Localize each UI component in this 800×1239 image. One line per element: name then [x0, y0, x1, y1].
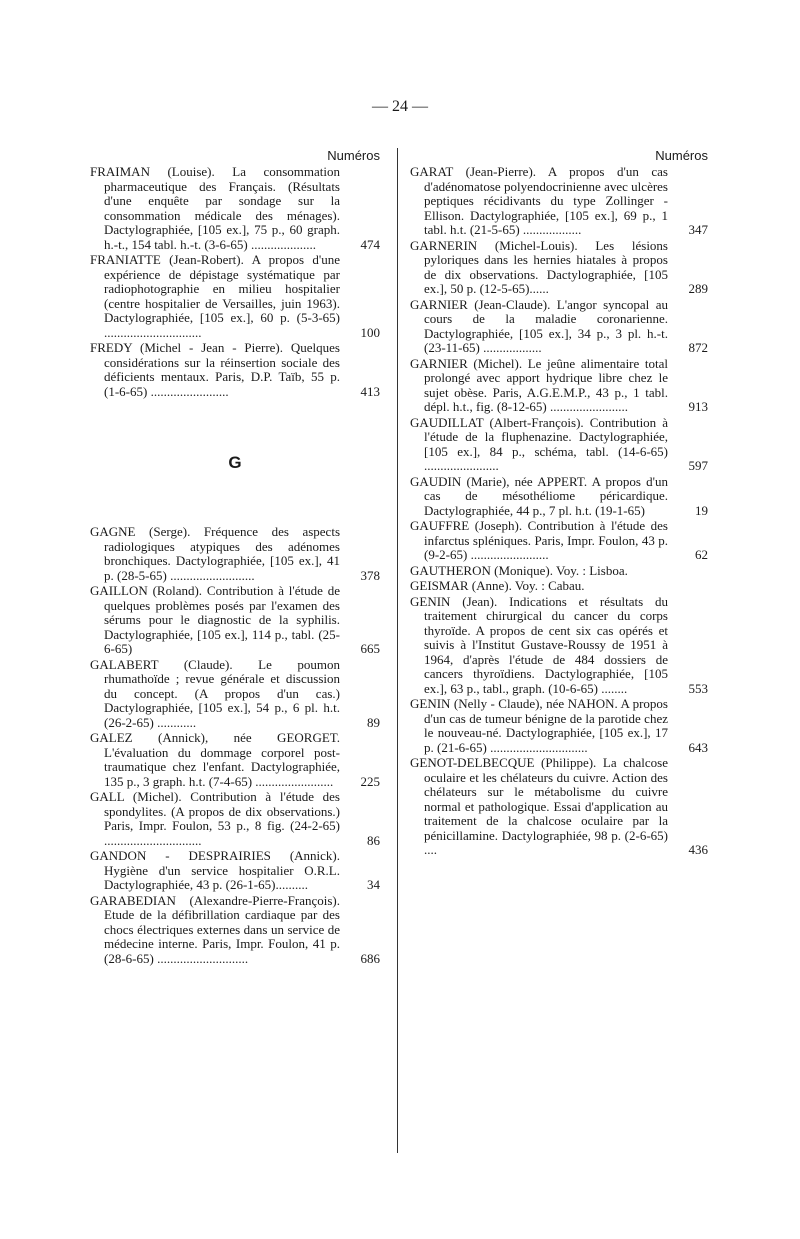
index-entry — [410, 519, 708, 563]
entry-author: GALEZ (Annick), née GEORGET. — [90, 730, 340, 745]
entry-author: FREDY (Michel - Jean - Pierre). — [90, 340, 284, 355]
entry-body — [410, 697, 668, 755]
entry-text: L'évaluation du dommage corporel post-traumatique chez l'enfant. Dactylographiée, 135 p., 3 graph. h.t. (7-4-65) ........................ — [104, 744, 340, 789]
left-column — [90, 147, 380, 967]
entry-text: Contribution à l'étude des infarctus spléniques. Paris, Impr. Foulon, 43 p. (9-2-65) ........................ — [424, 518, 668, 562]
entry-text: Le poumon rhumathoïde ; revue générale et discussion du concept. (A propos d'un cas.) Dactylographiée, [105 ex.], 54 p., 6 pl. h.t. (26-2-65) ............ — [104, 656, 341, 730]
entry-number: 913 — [688, 399, 708, 414]
entry-text: Les lésions pyloriques dans les hernies hiatales à propos de dix observations. Dactylographiée, [105 ex.], 50 p. (12-5-65)...... — [424, 237, 668, 296]
entry-body — [90, 525, 340, 583]
entry-text: Le jeûne alimentaire total prolongé avec apport hydrique libre chez le sujet obèse. Paris, A.G.E.M.P., 43 p., 1 tabl. dépl. h.t., fig. (8-12-65) ........................ — [424, 355, 668, 414]
index-entry — [410, 475, 708, 519]
entry-author: GALL (Michel). — [90, 789, 182, 804]
index-entry — [90, 894, 380, 967]
page-number: — 24 — — [372, 98, 428, 115]
entry-body — [410, 357, 668, 415]
index-entry — [410, 756, 708, 858]
entry-text: Voy. : Lisboa. — [556, 562, 628, 578]
index-entry — [410, 165, 708, 238]
column-header: Numéros — [655, 148, 708, 163]
entry-body — [410, 519, 668, 563]
entry-number: 100 — [360, 324, 380, 340]
index-entry — [90, 253, 380, 340]
entry-body — [90, 658, 340, 731]
entry-body — [90, 584, 340, 657]
entry-number: 553 — [688, 680, 708, 696]
entry-number: 665 — [360, 641, 380, 656]
entry-author: GAUTHERON (Monique). — [410, 562, 553, 578]
entry-text: Hygiène d'un service hospitalier O.R.L. Dactylographiée, 43 p. (26-1-65).......... — [104, 862, 340, 892]
entry-text: A propos d'une expérience de dépistage systématique par radiophotographie en milieu hospitalier (centre hospitalier de Versailles, juin 1963). Dactylographiée, [105 ex.], 60 p. (5-3-65) .............................. — [104, 252, 340, 340]
entry-body — [90, 849, 340, 893]
index-entry — [410, 697, 708, 755]
entry-author: GARNERIN (Michel-Louis). — [410, 237, 578, 253]
entry-author: GARABEDIAN (Alexandre-Pierre-François). — [90, 892, 340, 908]
entry-text: Contribution à l'étude de quelques problèmes posés par l'examen des sérums pour le diagnostic de la syphilis. Dactylographiée, [105 ex.], 114 p., tabl. (25-6-65) — [104, 583, 341, 656]
entry-author: FRANIATTE (Jean-Robert). — [90, 252, 244, 267]
entry-text: La consommation pharmaceutique des Français. (Résultats d'une enquête par sondage sur la consommation médicale des ménages). Dactylographiée, [105 ex.], 75 p., 60 graph. h.-t., 154 tabl. h.-t. (3-6-65) .................... — [104, 164, 341, 252]
index-entry — [90, 731, 380, 789]
entry-author: FRAIMAN (Louise). — [90, 164, 215, 179]
index-entry — [90, 341, 380, 399]
entry-number: 225 — [360, 773, 380, 789]
entry-author: GEISMAR (Anne). — [410, 578, 512, 593]
entry-number: 19 — [695, 502, 708, 518]
entry-body — [90, 790, 340, 848]
entry-number: 413 — [360, 383, 380, 399]
entry-number: 86 — [367, 832, 380, 848]
entry-author: GAUDIN (Marie), née APPERT. — [410, 473, 588, 489]
entry-text: A propos d'un cas de tumeur bénigne de la parotide chez le nouveau-né. Dactylographiée, [105 ex.], 17 p. (21-6-65) .............................. — [424, 696, 668, 755]
right-entries — [410, 165, 708, 858]
index-entry — [90, 165, 380, 252]
column-header: Numéros — [327, 148, 380, 163]
entry-author: GAUDILLAT (Albert-François). — [410, 414, 584, 430]
entry-text: Fréquence des aspects radiologiques atypiques des adénomes bronchiques. Dactylographiée, [105 ex.], 41 p. (28-5-65) .......................... — [104, 524, 341, 583]
entry-number: 62 — [695, 547, 708, 562]
entry-text: La chalcose oculaire et les chélateurs du cuivre. Action des chélateurs sur le métabolisme du cuivre normal et pathologique. Essai d'application au traitement de la chalcose oculaire par la pénicillamine. Dactylographiée, 98 p. (2-6-65) .... — [424, 755, 668, 857]
entry-author: GENIN (Nelly - Claude), née NAHON. — [410, 696, 618, 711]
index-entry — [90, 658, 380, 731]
entries-before-section — [90, 165, 380, 399]
entry-author: GENOT-DELBECQUE (Philippe). — [410, 755, 597, 770]
entry-body — [90, 341, 340, 399]
entry-author: GAGNE (Serge). — [90, 524, 191, 539]
right-column — [410, 147, 708, 859]
entry-body — [410, 416, 668, 474]
column-divider — [397, 148, 398, 1153]
entry-text: Quelques considérations sur la réinsertion sociale des déficients mentaux. Paris, D.P. Taïb, 55 p. (1-6-65) ........................ — [104, 340, 340, 399]
entry-number: 89 — [367, 714, 380, 730]
section-letter: G — [228, 453, 242, 472]
entry-text: Indications et résultats du traitement chirurgical du cancer du corps thyroïde. A propos de cent six cas opérés et suivis à l'Institut Gustave-Roussy de 1951 à 1964, d'après l'étude de 484 dossiers de cancers thyroïdiens. Dactylographiée, [105 ex.], 63 p., tabl., graph. (10-6-65) ........ — [424, 593, 669, 696]
index-entry — [410, 357, 708, 415]
entry-body — [410, 165, 668, 238]
entry-author: GARNIER (Jean-Claude). — [410, 296, 551, 312]
entry-author: GAILLON (Roland). — [90, 583, 203, 598]
index-entry — [410, 239, 708, 297]
entry-number: 378 — [360, 567, 380, 583]
index-entry — [410, 298, 708, 356]
entry-text: A propos d'un cas d'adénomatose polyendocrinienne avec ulcères peptiques récidivants du type Zollinger - Ellison. Dactylographiée, [105 ex.], 69 p., 1 tabl. h.t. (21-5-65) .................. — [424, 164, 668, 237]
entry-text: A propos d'un cas de mésothéliome péricardique. Dactylographiée, 44 p., 7 pl. h.t. (19-1-65) — [424, 473, 668, 518]
entry-text: Etude de la défibrillation cardiaque par des chocs électriques externes dans un service de médecine interne. Paris, Impr. Foulon, 41 p. (28-6-65) ............................ — [104, 907, 340, 966]
entry-number: 289 — [688, 281, 708, 296]
entry-text: Contribution à l'étude de la fluphenazine. Dactylographiée, [105 ex.], 84 p., schéma, tabl. (14-6-65) ....................... — [424, 414, 668, 473]
entry-author: GALABERT (Claude). — [90, 656, 233, 672]
entry-body — [410, 756, 668, 858]
entry-body — [90, 253, 340, 340]
entry-body — [410, 579, 668, 594]
entry-author: GARNIER (Michel). — [410, 355, 523, 371]
entry-body — [410, 475, 668, 519]
entry-body — [90, 165, 340, 252]
entry-text: Voy. : Cabau. — [514, 578, 585, 593]
entry-number: 597 — [688, 458, 708, 473]
index-entry — [410, 416, 708, 474]
entry-number: 436 — [688, 842, 708, 857]
entries-after-section — [90, 525, 380, 966]
entry-number: 686 — [360, 950, 380, 966]
entry-author: GARAT (Jean-Pierre). — [410, 164, 537, 179]
entry-number: 643 — [688, 739, 708, 755]
entry-number: 347 — [688, 222, 708, 237]
entry-number: 872 — [688, 340, 708, 355]
entry-text: L'angor syncopal au cours de la maladie coronarienne. Dactylographiée, [105 ex.], 34 p., 3 pl. h.-t. (23-11-65) .................. — [424, 296, 668, 355]
index-entry — [410, 595, 708, 697]
entry-author: GENIN (Jean). — [410, 593, 498, 609]
entry-body — [410, 239, 668, 297]
index-entry — [410, 564, 708, 579]
entry-author: GAUFFRE (Joseph). — [410, 518, 523, 533]
entry-body — [410, 595, 668, 697]
entry-body — [90, 731, 340, 789]
index-entry — [90, 790, 380, 848]
entry-body — [410, 564, 668, 579]
index-entry — [90, 584, 380, 657]
entry-author: GANDON - DESPRAIRIES (Annick). — [90, 848, 340, 863]
entry-text: Contribution à l'étude des spondylites. (A propos de dix observations.) Paris, Impr. Foulon, 53 p., 8 fig. (24-2-65) .............................. — [104, 789, 340, 848]
index-entry — [90, 525, 380, 583]
entry-number: 34 — [367, 877, 380, 892]
entry-body — [90, 894, 340, 967]
index-entry — [90, 849, 380, 893]
entry-body — [410, 298, 668, 356]
index-entry — [410, 579, 708, 594]
entry-number: 474 — [360, 236, 380, 252]
